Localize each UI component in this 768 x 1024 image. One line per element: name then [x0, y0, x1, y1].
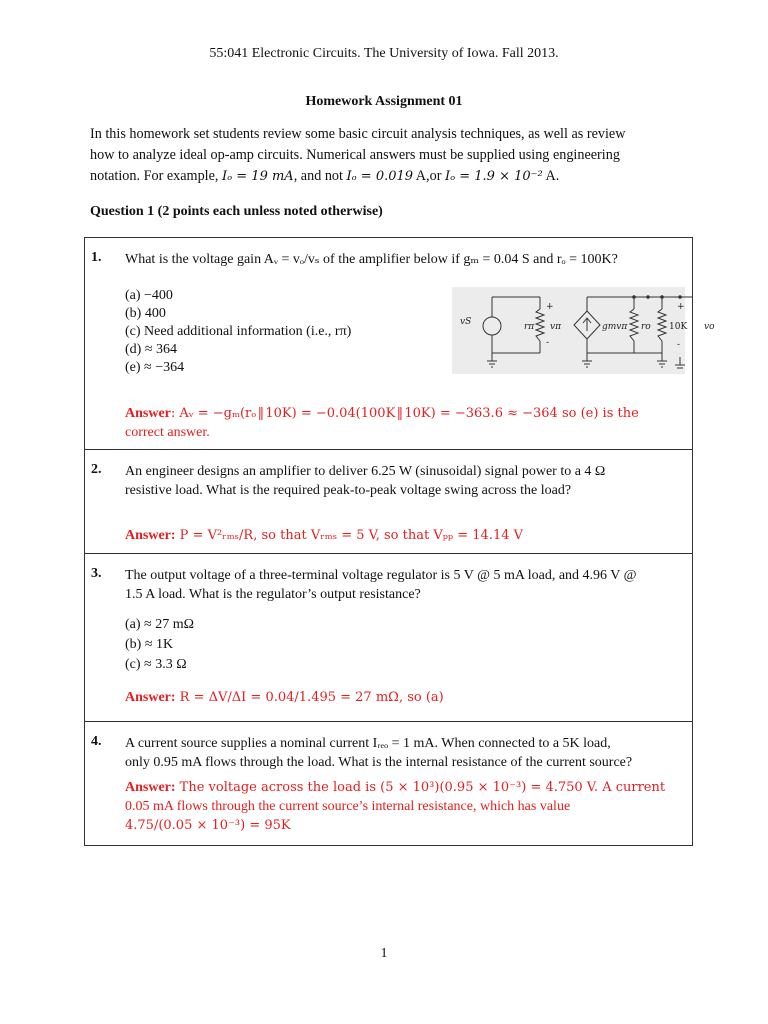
intro-line [90, 166, 690, 187]
page-title: Homework Assignment 01 [305, 94, 463, 109]
answer-formula: : Aᵥ = −gₘ(rₒ ‖ 10K) = −0.04(100K ‖ 10K) = −363.6 ≈ −364 so (e) is the [170, 406, 639, 421]
question-line: 1.5 A load. What is the regulator’s output resistance? [125, 587, 421, 602]
answer-formula: The voltage across the load is (5 × 10³)(0.95 × 10⁻³) = 4.750 V. A current [175, 780, 666, 795]
circuit-schematic [452, 287, 715, 374]
answer-line: 0.05 mA flows through the current source’s internal resistance, which has value [125, 799, 571, 814]
question-line: The output voltage of a three-terminal voltage regulator is 5 V @ 5 mA load, and 4.96 V @ [125, 568, 637, 583]
intro-paragraph [90, 124, 690, 187]
question-line: An engineer designs an amplifier to deliver 6.25 W (sinusoidal) signal power to a 4 Ω [125, 464, 606, 479]
vpi-label: vπ [550, 322, 561, 332]
question-row-2 [85, 450, 692, 554]
answer-2 [125, 526, 685, 545]
intro-text: A. [542, 168, 560, 184]
load-label: 10K [669, 322, 688, 332]
amplifier-circuit-diagram [452, 287, 715, 374]
vs-label: vS [460, 317, 472, 327]
answer-line [125, 778, 685, 797]
option-b: (b) 400 [125, 306, 166, 321]
question-number: 2. [91, 462, 102, 477]
question-heading: Question 1 (2 points each unless noted otherwise) [90, 204, 383, 219]
question-line: only 0.95 mA flows through the load. What is the internal resistance of the current source? [125, 755, 633, 770]
question-line: A current source supplies a nominal current Iᵣₑₒ = 1 mA. When connected to a 5K load, [125, 736, 611, 751]
question-number: 4. [91, 734, 102, 749]
page-number: 1 [380, 946, 388, 961]
question-row-3 [85, 554, 692, 722]
question-text [125, 462, 685, 500]
answer-label: Answer: [125, 780, 176, 795]
answer-line: correct answer. [125, 425, 210, 440]
answer-label: Answer: [125, 528, 176, 543]
example-wrong-1: Iₒ = 0.019 [346, 169, 414, 184]
answer-3 [125, 688, 685, 707]
intro-line: In this homework set students review some basic circuit analysis techniques, as well as review [90, 126, 626, 142]
answer-formula: R = ΔV/ΔI = 0.04/1.495 = 27 mΩ, so (a) [175, 690, 444, 705]
answer-label: Answer: [125, 690, 176, 705]
vo-label: vo [704, 322, 715, 332]
option-b: (b) ≈ 1K [125, 637, 174, 652]
answer-label: Answer [125, 406, 171, 421]
option-d: (d) ≈ 364 [125, 342, 178, 357]
intro-text: A,or [413, 168, 445, 184]
page-header: 55:041 Electronic Circuits. The University of Iowa. Fall 2013. [209, 46, 559, 61]
option-e: (e) ≈ −364 [125, 360, 185, 375]
option-c: (c) Need additional information (i.e., rπ) [125, 324, 352, 339]
answer-formula: P = V²ᵣₘₛ/R, so that Vᵣₘₛ = 5 V, so that Vₚₚ = 14.14 V [175, 528, 524, 543]
question-line: resistive load. What is the required peak-to-peak voltage swing across the load? [125, 483, 572, 498]
question-text: What is the voltage gain Aᵥ = vₒ/vₛ of the amplifier below if gₘ = 0.04 S and rₒ = 100K? [125, 252, 618, 267]
intro-text: , and not [293, 168, 347, 184]
question-text [125, 734, 685, 772]
option-c: (c) ≈ 3.3 Ω [125, 657, 187, 672]
ro-label: ro [641, 322, 651, 332]
example-correct: Iₒ = 19 mA [222, 169, 294, 184]
vpi-plus: + [546, 302, 554, 312]
question-table [84, 237, 715, 846]
option-a: (a) −400 [125, 288, 173, 303]
question-row-1 [85, 238, 715, 450]
rpi-label: rπ [524, 322, 535, 332]
question-number: 1. [91, 250, 102, 265]
gm-source-label: gmvπ [602, 322, 628, 332]
answer-line [125, 404, 685, 423]
answer-1 [125, 404, 685, 442]
example-wrong-2: Iₒ = 1.9 × 10⁻² [444, 169, 543, 184]
question-text [125, 566, 685, 604]
vo-plus: + [677, 302, 685, 312]
answer-4 [125, 778, 685, 835]
vpi-minus: - [546, 338, 550, 348]
intro-line: how to analyze ideal op-amp circuits. Numerical answers must be supplied using engineering [90, 147, 620, 163]
vo-minus: - [677, 340, 681, 350]
question-number: 3. [91, 566, 102, 581]
question-row-4 [85, 722, 692, 845]
option-a: (a) ≈ 27 mΩ [125, 617, 195, 632]
answer-line: 4.75/(0.05 × 10⁻³) = 95K [125, 818, 291, 833]
intro-text: notation. For example, [90, 168, 222, 184]
